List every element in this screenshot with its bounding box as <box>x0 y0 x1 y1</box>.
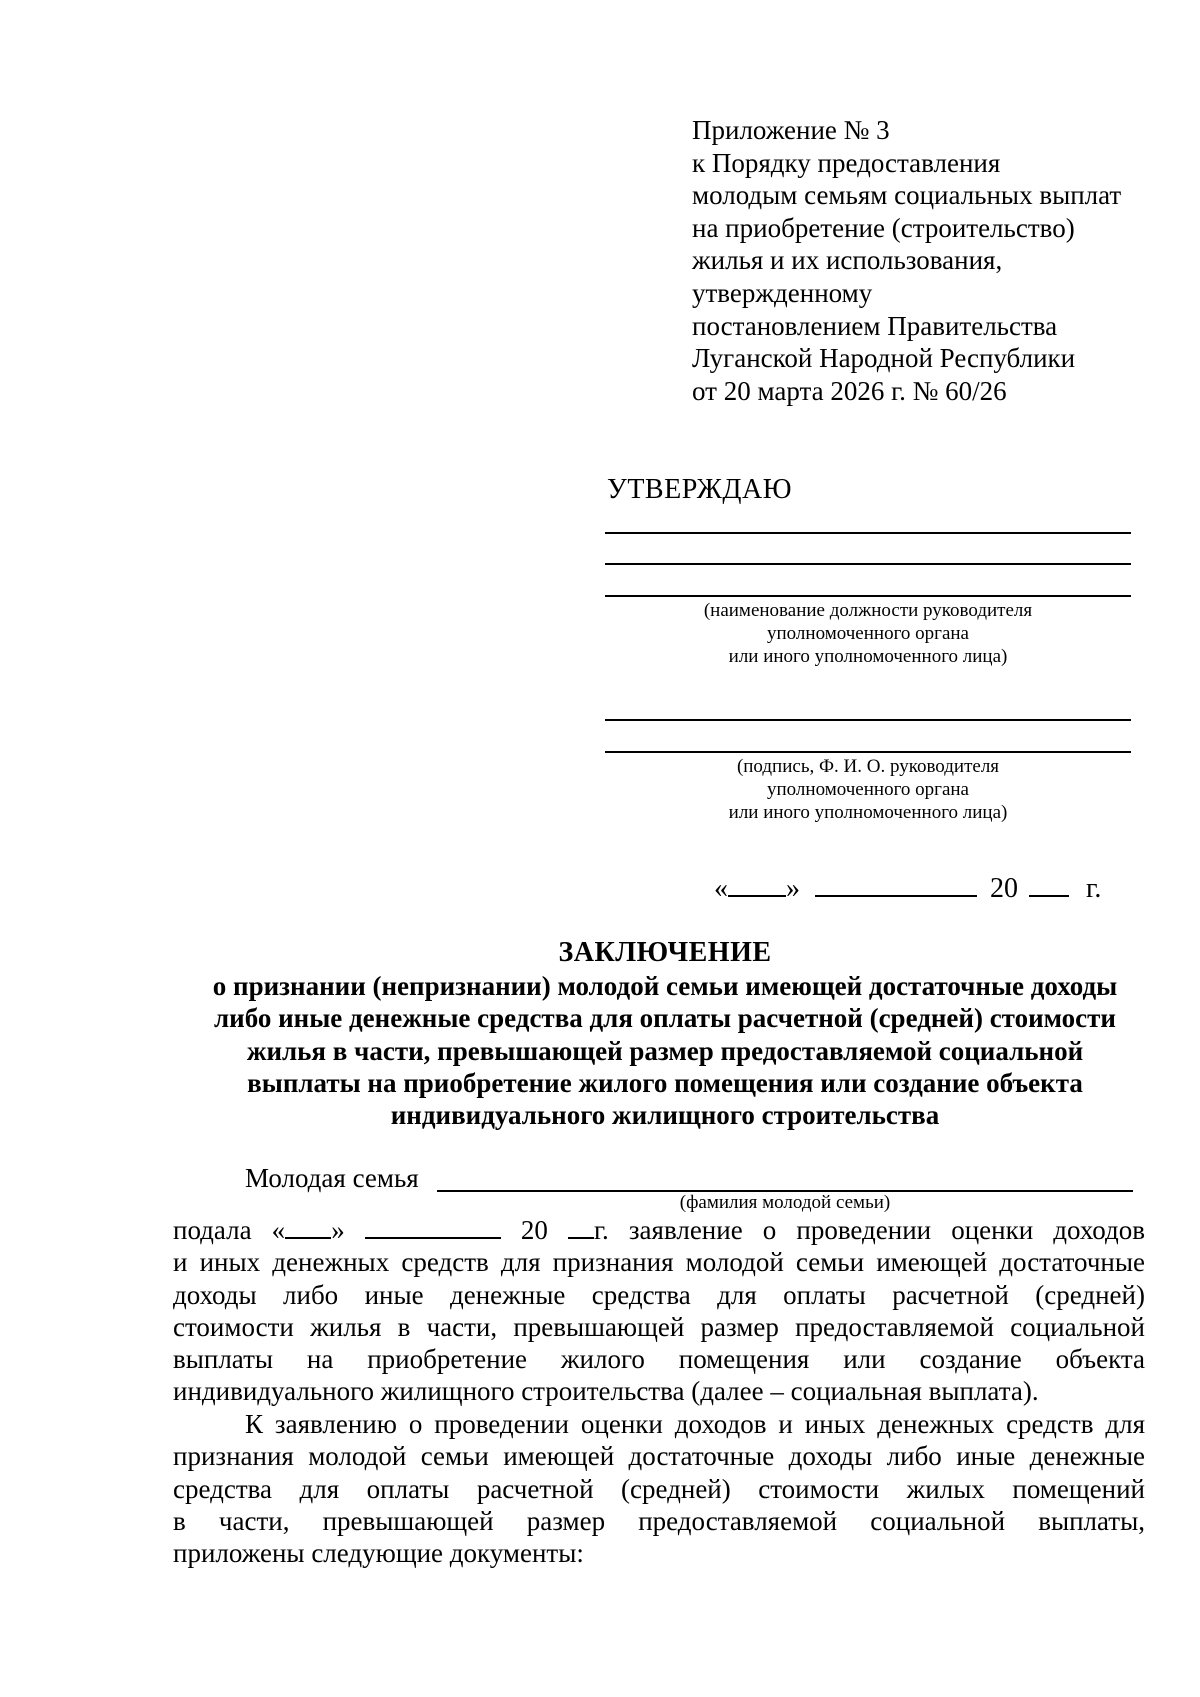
caption-line: (наименование должности руководителя <box>703 600 1033 621</box>
appendix-line: от 20 марта 2026 г. № 60/26 <box>692 375 1007 406</box>
document-title: ЗАКЛЮЧЕНИЕ <box>558 937 772 968</box>
appendix-line: постановлением Правительства <box>692 310 1058 341</box>
appendix-line: жилья и их использования, <box>692 245 1003 276</box>
appendix-line: молодым семьям социальных выплат <box>692 180 1122 211</box>
document-subtitle <box>150 970 1180 1131</box>
year-blank <box>568 1215 594 1239</box>
text-fragment: г. заявление о проведении оценки доходов <box>594 1215 1146 1245</box>
caption-line: (подпись, Ф. И. О. руководителя <box>736 756 1000 777</box>
subtitle-line: индивидуального жилищного строительства <box>390 1100 940 1131</box>
text-fragment: » <box>331 1215 345 1245</box>
date-year-prefix: 20 <box>990 873 1018 904</box>
paragraph-application <box>173 1214 1145 1408</box>
appendix-block <box>692 114 1121 407</box>
position-signature-line <box>605 532 1131 534</box>
paragraph-line: приложены следующие документы: <box>173 1538 584 1569</box>
position-signature-line <box>605 563 1131 565</box>
paragraph-line: К заявлению о проведении оценки доходов и иных денежных средств для <box>245 1409 1145 1439</box>
date-close-quote: » <box>786 873 800 904</box>
paragraph-line: средства для оплаты расчетной (средней) стоимости жилых помещений <box>173 1473 1145 1504</box>
day-blank <box>285 1215 331 1239</box>
paragraph-documents <box>173 1408 1145 1569</box>
date-year-suffix: г. <box>1086 873 1102 904</box>
date-open-quote: « <box>714 873 728 904</box>
approval-heading: УТВЕРЖДАЮ <box>607 474 792 505</box>
paragraph-line: признания молодой семьи имеющей достаточные доходы либо иные денежные <box>173 1441 1145 1472</box>
appendix-line: к Порядку предоставления <box>692 147 1001 178</box>
appendix-line: на приобретение (строительство) <box>692 212 1075 243</box>
paragraph-line: индивидуального жилищного строительства (далее – социальная выплата). <box>173 1376 1039 1407</box>
paragraph-line: доходы либо иные денежные средства для оплаты расчетной (средней) <box>173 1279 1145 1310</box>
subtitle-line: о признании (непризнании) молодой семьи имеющей достаточные доходы <box>212 971 1118 1001</box>
appendix-line: утвержденному <box>692 277 873 308</box>
date-day-blank <box>728 873 786 897</box>
signature-line <box>605 719 1131 721</box>
date-year-blank <box>1029 873 1069 897</box>
paragraph-line: и иных денежных средств для признания молодой семьи имеющей достаточные <box>173 1247 1145 1278</box>
paragraph-line: стоимости жилья в части, превышающей размер предоставляемой социальной <box>173 1311 1145 1342</box>
subtitle-line: выплаты на приобретение жилого помещения или создание объекта <box>247 1067 1083 1098</box>
family-label: Молодая семья <box>245 1163 419 1193</box>
approval-date <box>714 872 1101 906</box>
month-blank <box>365 1215 501 1239</box>
paragraph-line: в части, превышающей размер предоставляемой социальной выплаты, <box>173 1505 1145 1536</box>
paragraph-line <box>173 1214 1145 1246</box>
text-fragment: подала « <box>173 1215 286 1245</box>
subtitle-line: жилья в части, превышающей размер предоставляемой социальной <box>246 1035 1084 1066</box>
caption-line: уполномоченного органа <box>767 779 969 800</box>
caption-line: или иного уполномоченного лица) <box>728 646 1008 667</box>
caption-line: или иного уполномоченного лица) <box>728 802 1008 823</box>
position-signature-line <box>605 595 1131 597</box>
signature-line <box>605 751 1131 753</box>
date-month-blank <box>815 873 977 897</box>
text-fragment: 20 <box>520 1215 548 1245</box>
caption-line: уполномоченного органа <box>767 623 969 644</box>
signature-caption <box>605 755 1131 824</box>
appendix-line: Приложение № 3 <box>692 115 890 145</box>
family-caption: (фамилия молодой семьи) <box>679 1192 891 1213</box>
position-caption <box>605 599 1131 668</box>
appendix-line: Луганской Народной Республики <box>692 343 1076 374</box>
paragraph-line: выплаты на приобретение жилого помещения или создание объекта <box>173 1344 1145 1375</box>
subtitle-line: либо иные денежные средства для оплаты расчетной (средней) стоимости <box>214 1003 1116 1034</box>
